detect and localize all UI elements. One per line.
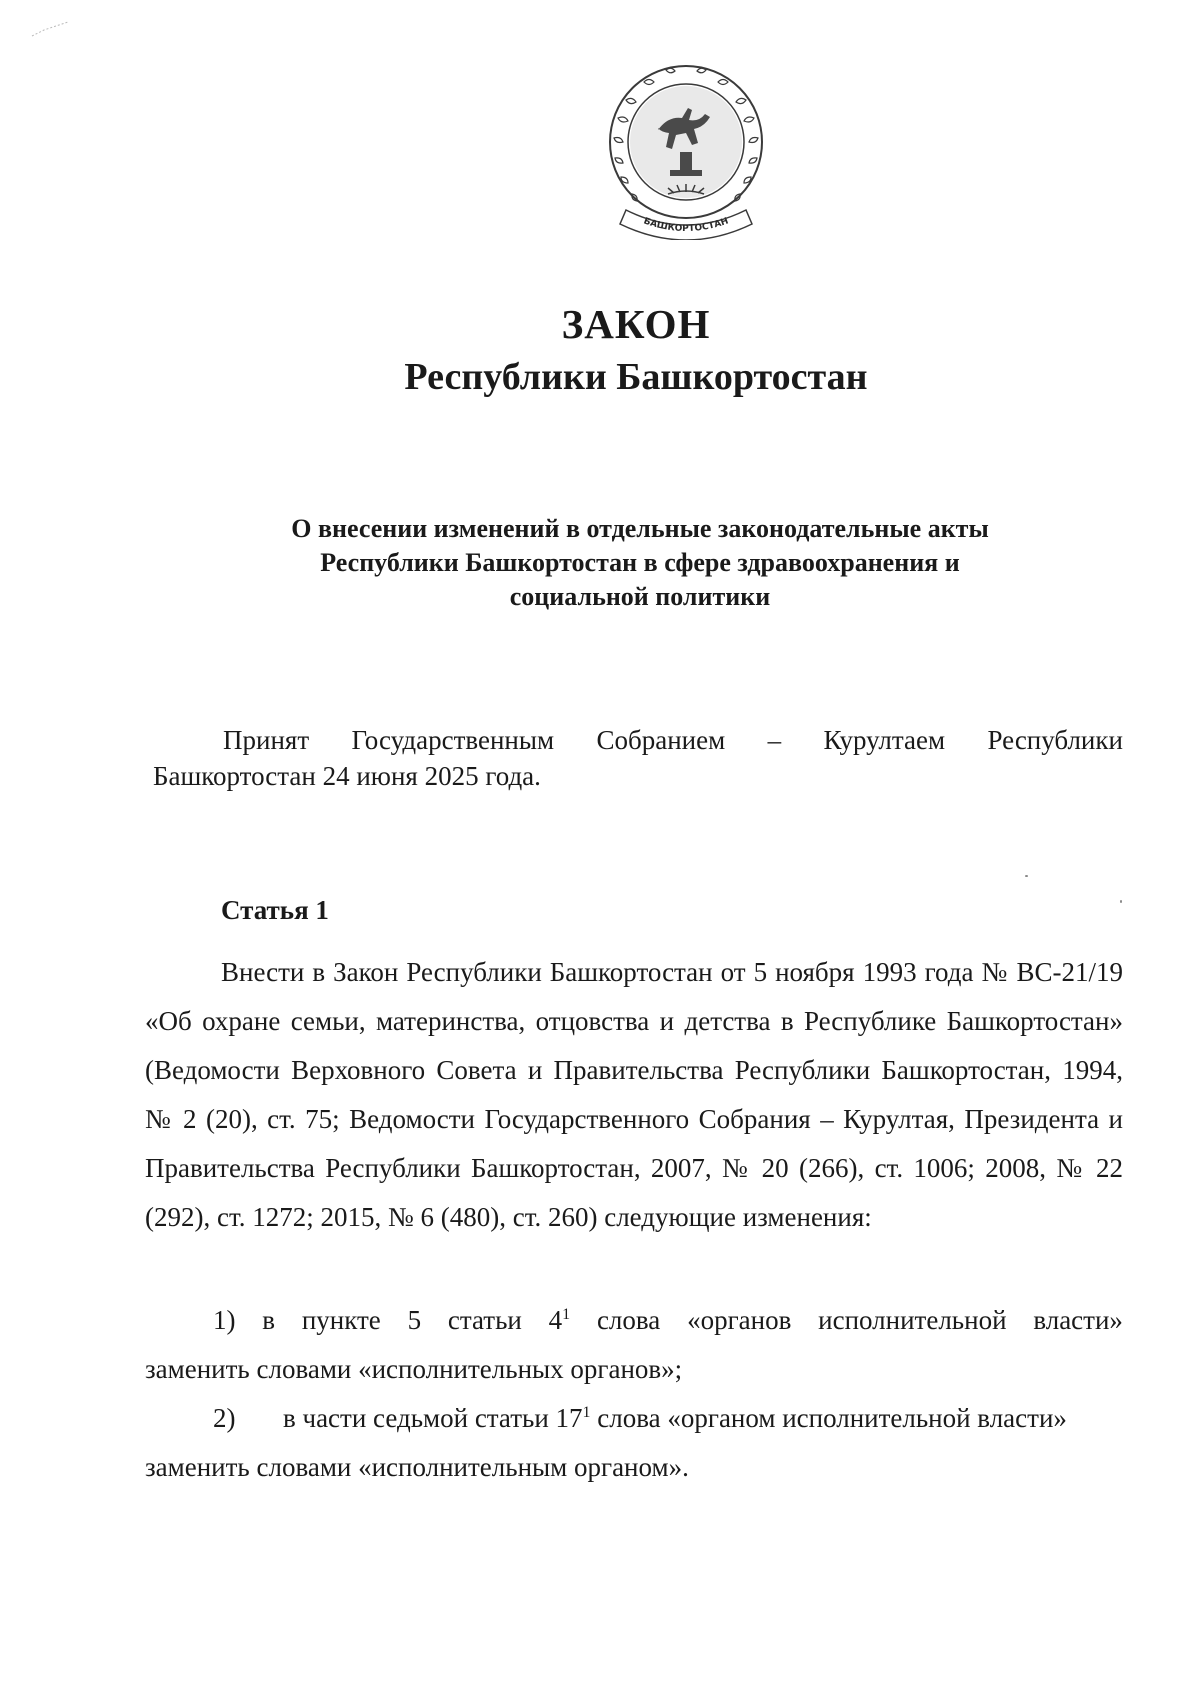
- scan-edge-mark: [30, 20, 70, 38]
- item-number: 2): [213, 1403, 236, 1433]
- item-text: в части седьмой статьи 17: [283, 1403, 583, 1433]
- adoption-line-1: [153, 722, 1123, 758]
- amendment-item-2-line-2: заменить словами «исполнительным органом».: [145, 1452, 689, 1482]
- adoption-word: –: [767, 725, 782, 755]
- subject-line-2: Республики Башкортостан в сфере здравоохранения и: [320, 548, 960, 577]
- superscript: 1: [582, 1404, 591, 1421]
- scan-speck: [1025, 875, 1028, 877]
- amendment-item-1-line-2: заменить словами «исполнительных органов»;: [145, 1354, 683, 1384]
- law-title: ЗАКОН: [561, 301, 711, 347]
- item-word: власти»: [1033, 1305, 1123, 1335]
- item-number: 1): [213, 1305, 236, 1335]
- item-word: в: [262, 1305, 276, 1335]
- item-word: слова: [596, 1305, 661, 1335]
- article-heading: Статья 1: [221, 895, 329, 925]
- scan-speck: [1120, 900, 1122, 903]
- item-word: «органов: [687, 1305, 792, 1335]
- emblem-ribbon-text: БАШКОРТОСТАН: [642, 216, 730, 235]
- article-intro-paragraph: Внести в Закон Республики Башкортостан от 5 ноября 1993 года № ВС-21/19 «Об охране семьи, материнства, отцовства и детства в Республике Башкортостан» (Ведомости Верховного Совета и Правительства Республики Башкортостан, 1994, № 2 (20), ст. 75; Ведомости Государственного Собрания – Курултая, Президента и Правительства Республики Башкортостан, 2007, № 20 (266), ст. 1006; 2008, № 22 (292), ст. 1272; 2015, № 6 (480), ст. 260) следующие изменения:: [145, 957, 1123, 1232]
- coat-of-arms-emblem: [596, 60, 776, 240]
- item-word: исполнительной: [818, 1305, 1007, 1335]
- item-word: пункте: [301, 1305, 381, 1335]
- adoption-word: Принят: [223, 725, 310, 755]
- amendment-item-2-line-1: [145, 1394, 1123, 1443]
- adoption-word: Республики: [987, 725, 1123, 755]
- law-subject: [240, 512, 1040, 614]
- item-word: статьи: [447, 1305, 522, 1335]
- adoption-statement: [153, 722, 1123, 794]
- item-word: 5: [407, 1305, 422, 1335]
- amendment-item-2: [145, 1394, 1123, 1492]
- superscript: 1: [562, 1306, 571, 1323]
- article-reference: $4^1$: [548, 1305, 571, 1335]
- subject-line-3: социальной политики: [509, 582, 771, 611]
- subject-line-1: О внесении изменений в отдельные законодательные акты: [291, 514, 989, 543]
- adoption-line-2: Башкортостан 24 июня 2025 года.: [153, 761, 541, 791]
- adoption-word: Собранием: [596, 725, 726, 755]
- amendment-item-1: [145, 1296, 1123, 1394]
- adoption-word: Государственным: [351, 725, 555, 755]
- adoption-word: Курултаем: [823, 725, 946, 755]
- law-subtitle: Республики Башкортостан: [404, 356, 868, 398]
- item-text: слова «органом исполнительной власти»: [590, 1403, 1067, 1433]
- amendment-item-1-line-1: [145, 1296, 1123, 1345]
